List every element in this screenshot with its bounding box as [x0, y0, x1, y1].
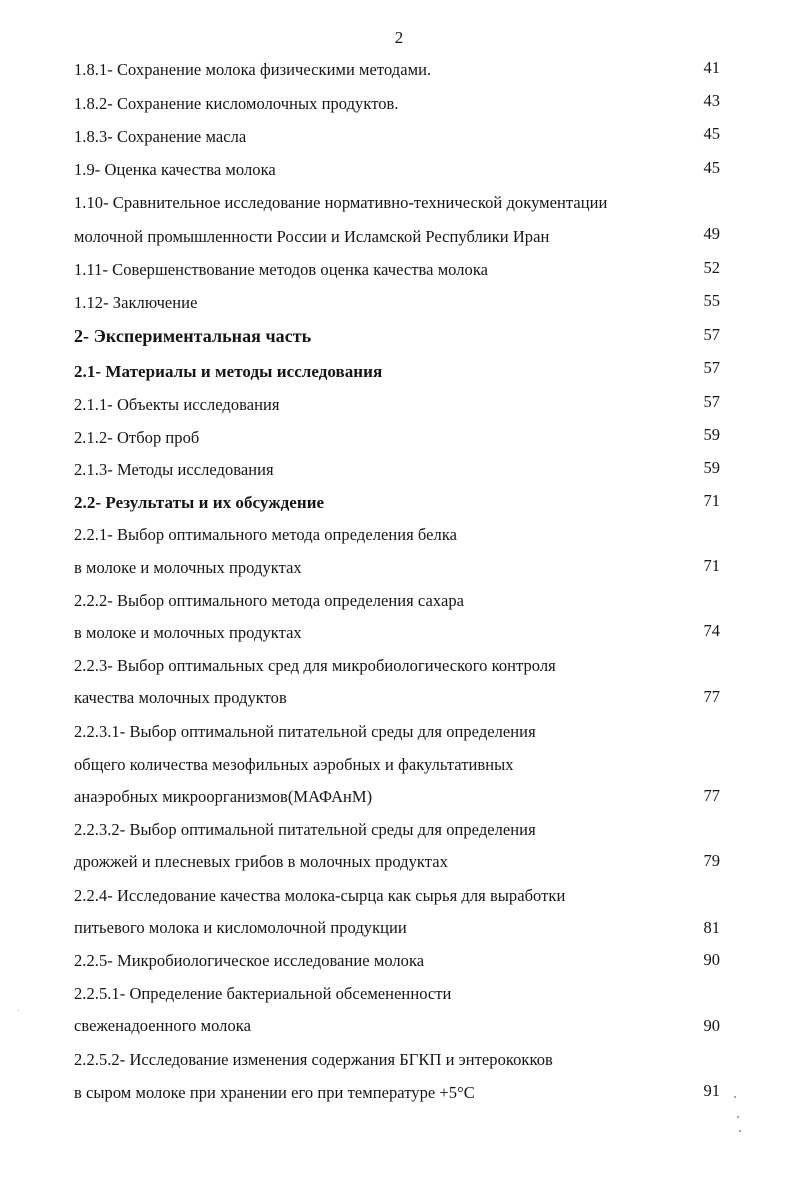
toc-entry-page: 52: [703, 258, 720, 277]
toc-entry-page: 57: [703, 392, 720, 411]
toc-entry-page: 43: [703, 91, 720, 110]
toc-entry-text: 1.10- Сравнительное исследование нормативно-технической документации: [74, 193, 608, 212]
toc-entry-text: 1.12- Заключение: [74, 293, 198, 312]
toc-entry-page: 71: [703, 556, 720, 575]
toc-entry-text: молочной промышленности России и Исламской Республики Иран: [74, 227, 550, 246]
toc-entry-page: 74: [703, 621, 720, 640]
scan-speck: [739, 1130, 741, 1132]
toc-entry-text: 2.2.5- Микробиологическое исследование молока: [74, 951, 425, 970]
toc-entry-page: 77: [703, 786, 720, 805]
toc-entry-page: 77: [703, 687, 720, 706]
toc-entry-page: 49: [703, 224, 720, 243]
toc-section-heading: 2- Экспериментальная часть: [74, 326, 312, 346]
toc-entry-page: 57: [703, 358, 720, 377]
toc-entry-text: качества молочных продуктов: [74, 688, 287, 707]
toc-entry-text: 2.1.3- Методы исследования: [74, 460, 274, 479]
toc-entry-page: 59: [703, 425, 720, 444]
toc-entry-text: анаэробных микроорганизмов(МАФАнМ): [74, 787, 373, 806]
toc-entry-page: 41: [703, 58, 720, 77]
toc-entry-text: 2.2.3- Выбор оптимальных сред для микробиологического контроля: [74, 656, 556, 675]
toc-entry-text: 2.2.1- Выбор оптимального метода определения белка: [74, 525, 458, 544]
toc-entry-text: 1.8.1- Сохранение молока физическими методами.: [74, 60, 432, 79]
toc-entry-text: 2.2.5.2- Исследование изменения содержания БГКП и энтерококков: [74, 1050, 553, 1069]
toc-entry-page: 81: [703, 918, 720, 937]
toc-entry-page: 55: [703, 291, 720, 310]
toc-entry-page: 90: [703, 950, 720, 969]
toc-entry-text: свеженадоенного молока: [74, 1016, 251, 1035]
toc-entry-text: 1.8.3- Сохранение масла: [74, 127, 247, 146]
toc-entry-text: 2.2.5.1- Определение бактериальной обсемененности: [74, 984, 452, 1003]
toc-entry-page: 57: [703, 325, 720, 344]
toc-section-heading: 2.2- Результаты и их обсуждение: [74, 493, 325, 512]
scan-speck: [737, 1116, 739, 1118]
toc-entry-text: 1.11- Совершенствование методов оценка качества молока: [74, 260, 489, 279]
toc-entry-text: в молоке и молочных продуктах: [74, 558, 302, 577]
toc-entry-text: 2.2.4- Исследование качества молока-сырца как сырья для выработки: [74, 886, 566, 905]
toc-entry-page: 45: [703, 158, 720, 177]
toc-entry-text: в сыром молоке при хранении его при температуре +5°С: [74, 1083, 475, 1102]
page-number: 2: [394, 28, 404, 47]
toc-section-heading: 2.1- Материалы и методы исследования: [74, 362, 383, 381]
toc-entry-text: питьевого молока и кисломолочной продукции: [74, 918, 407, 937]
scan-speck: [18, 1010, 19, 1011]
toc-entry-page: 45: [703, 124, 720, 143]
toc-entry-page: 90: [703, 1016, 720, 1035]
toc-entry-page: 59: [703, 458, 720, 477]
scan-speck: [734, 1096, 736, 1098]
toc-entry-page: 91: [703, 1081, 720, 1100]
toc-entry-text: в молоке и молочных продуктах: [74, 623, 302, 642]
toc-entry-text: 2.2.3.2- Выбор оптимальной питательной среды для определения: [74, 820, 536, 839]
toc-entry-text: 2.1.2- Отбор проб: [74, 428, 200, 447]
toc-entry-text: 2.1.1- Объекты исследования: [74, 395, 280, 414]
toc-entry-text: 2.2.2- Выбор оптимального метода определения сахара: [74, 591, 465, 610]
toc-entry-text: 2.2.3.1- Выбор оптимальной питательной среды для определения: [74, 722, 536, 741]
toc-entry-text: общего количества мезофильных аэробных и факультативных: [74, 755, 514, 774]
toc-entry-text: 1.8.2- Сохранение кисломолочных продуктов.: [74, 94, 399, 113]
toc-entry-page: 71: [703, 491, 720, 510]
toc-entry-text: дрожжей и плесневых грибов в молочных продуктах: [74, 852, 448, 871]
toc-entry-page: 79: [703, 851, 720, 870]
toc-entry-text: 1.9- Оценка качества молока: [74, 160, 276, 179]
